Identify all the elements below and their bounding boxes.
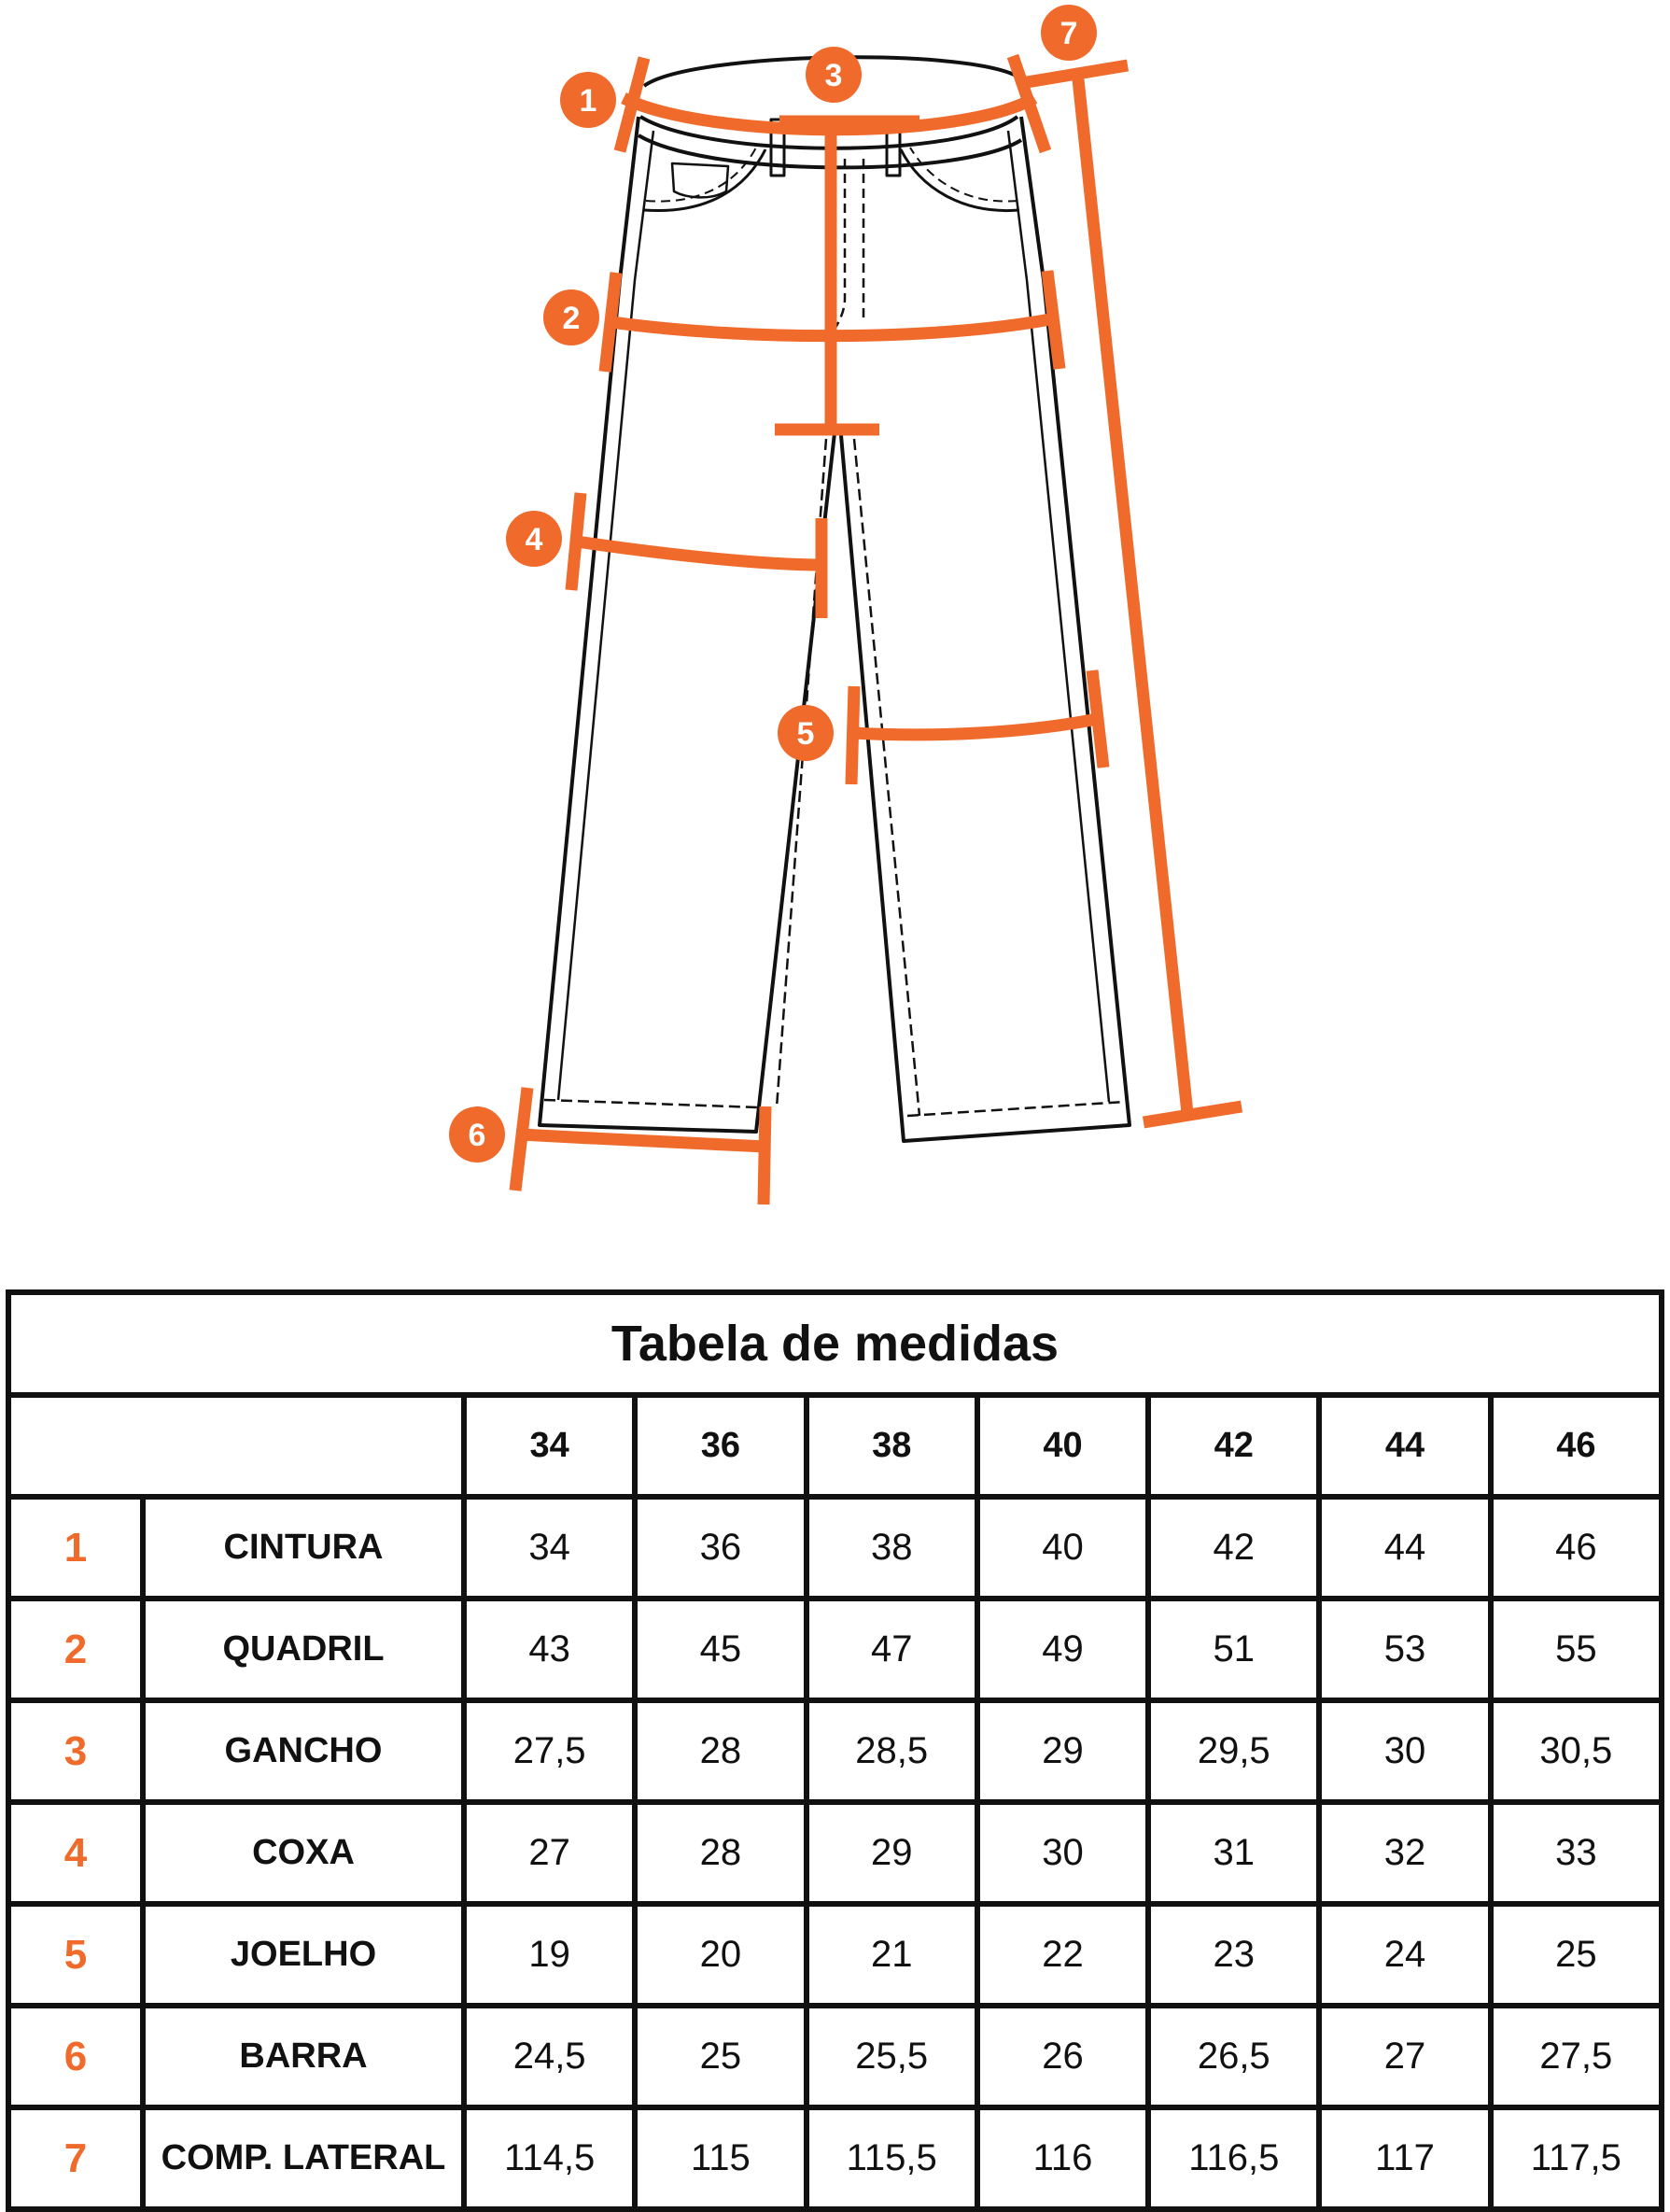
svg-text:7: 7 (1060, 16, 1078, 51)
measurement-cell: 30 (977, 1802, 1148, 1904)
measurement-cell: 116,5 (1148, 2107, 1319, 2209)
comp-lateral-bottom (1144, 1106, 1242, 1122)
measurement-cell: 46 (1491, 1497, 1662, 1599)
measurement-cell: 27,5 (464, 1700, 635, 1802)
barra-tick-left (515, 1088, 527, 1191)
measurement-cell: 47 (807, 1599, 977, 1700)
measurement-cell: 30 (1319, 1700, 1490, 1802)
table-body (8, 1497, 1662, 2209)
row-label: QUADRIL (143, 1599, 464, 1700)
joelho-tick-right (1092, 670, 1103, 768)
measurement-cell: 32 (1319, 1802, 1490, 1904)
size-header-cell: 34 (464, 1395, 635, 1497)
measurement-cell: 44 (1319, 1497, 1490, 1599)
row-label: COXA (143, 1802, 464, 1904)
table-title: Tabela de medidas (8, 1292, 1662, 1395)
measurement-cell: 27 (1319, 2006, 1490, 2107)
size-header-row (8, 1395, 1662, 1497)
measurement-cell: 43 (464, 1599, 635, 1700)
marker-5 (778, 705, 834, 761)
measurement-cell: 33 (1491, 1802, 1662, 1904)
row-number: 1 (8, 1497, 143, 1599)
table-row (8, 1700, 1662, 1802)
row-number: 2 (8, 1599, 143, 1700)
table-row (8, 1599, 1662, 1700)
measurement-cell: 28 (635, 1802, 806, 1904)
coxa-line (577, 542, 821, 565)
measurement-cell: 114,5 (464, 2107, 635, 2209)
measurement-cell: 115 (635, 2107, 806, 2209)
row-label: COMP. LATERAL (143, 2107, 464, 2209)
svg-text:1: 1 (579, 83, 597, 119)
row-label: GANCHO (143, 1700, 464, 1802)
measurement-cell: 30,5 (1491, 1700, 1662, 1802)
left-hem-line (544, 1100, 758, 1107)
size-header-cell: 40 (977, 1395, 1148, 1497)
row-number: 6 (8, 2006, 143, 2107)
row-label: BARRA (143, 2006, 464, 2107)
measurement-cell: 24 (1319, 1904, 1490, 2006)
row-number: 4 (8, 1802, 143, 1904)
measurement-cell: 116 (977, 2107, 1148, 2209)
measurement-cell: 25 (635, 2006, 806, 2107)
table-row (8, 1802, 1662, 1904)
measurement-cell: 42 (1148, 1497, 1319, 1599)
measurement-cell: 29 (977, 1700, 1148, 1802)
row-number: 7 (8, 2107, 143, 2209)
measurement-cell: 24,5 (464, 2006, 635, 2107)
row-label: CINTURA (143, 1497, 464, 1599)
measurement-cell: 25,5 (807, 2006, 977, 2107)
svg-text:3: 3 (824, 58, 843, 93)
marker-2 (543, 289, 599, 345)
measurement-cell: 25 (1491, 1904, 1662, 2006)
left-leg-outline (540, 117, 845, 1132)
measurement-cell: 19 (464, 1904, 635, 2006)
measurement-cell: 36 (635, 1497, 806, 1599)
measurement-cell: 26 (977, 2006, 1148, 2107)
row-label: JOELHO (143, 1904, 464, 2006)
table-row (8, 2006, 1662, 2107)
table-title-row (8, 1292, 1662, 1395)
barra-tick-right (764, 1106, 765, 1205)
measurement-cell: 28 (635, 1700, 806, 1802)
row-number: 3 (8, 1700, 143, 1802)
measurement-cell: 22 (977, 1904, 1148, 2006)
size-header-cell: 44 (1319, 1395, 1490, 1497)
marker-7 (1041, 5, 1097, 61)
joelho-line (854, 719, 1097, 735)
svg-text:6: 6 (468, 1118, 486, 1153)
measurement-cell: 26,5 (1148, 2006, 1319, 2107)
measurement-cell: 51 (1148, 1599, 1319, 1700)
coin-pocket (672, 163, 728, 197)
size-header-cell: 38 (807, 1395, 977, 1497)
comp-lateral-top (1027, 65, 1128, 82)
measurement-cell: 115,5 (807, 2107, 977, 2209)
size-table (6, 1289, 1664, 2212)
measurement-cell: 23 (1148, 1904, 1319, 2006)
measurement-cell: 117 (1319, 2107, 1490, 2209)
row-number: 5 (8, 1904, 143, 2006)
table-row (8, 2107, 1662, 2209)
marker-4 (506, 511, 562, 567)
measurement-cell: 40 (977, 1497, 1148, 1599)
svg-text:5: 5 (796, 716, 815, 752)
left-side-seam (558, 131, 653, 1100)
measurement-cell: 28,5 (807, 1700, 977, 1802)
measurement-cell: 38 (807, 1497, 977, 1599)
svg-text:2: 2 (562, 301, 581, 336)
measurement-cell: 27,5 (1491, 2006, 1662, 2107)
size-header-cell: 42 (1148, 1395, 1319, 1497)
measurement-cell: 117,5 (1491, 2107, 1662, 2209)
marker-1 (560, 72, 616, 128)
size-header-cell: 46 (1491, 1395, 1662, 1497)
right-pocket-stitch (910, 148, 1017, 202)
measurement-cell: 55 (1491, 1599, 1662, 1700)
measurement-cell: 49 (977, 1599, 1148, 1700)
header-blank-cell (8, 1395, 464, 1497)
measurement-cell: 29,5 (1148, 1700, 1319, 1802)
quadril-tick-right (1047, 271, 1060, 369)
right-inseam (854, 439, 919, 1116)
coxa-tick-left (571, 493, 581, 590)
measurement-cell: 34 (464, 1497, 635, 1599)
marker-3 (806, 47, 862, 103)
table-row (8, 1904, 1662, 2006)
measurement-cell: 53 (1319, 1599, 1490, 1700)
joelho-tick-left (851, 686, 854, 784)
measurement-cell: 27 (464, 1802, 635, 1904)
table-row (8, 1497, 1662, 1599)
measurement-cell: 31 (1148, 1802, 1319, 1904)
measurement-cell: 21 (807, 1904, 977, 2006)
right-leg-outline (840, 117, 1130, 1141)
right-hem-line (907, 1102, 1125, 1116)
barra-line (521, 1134, 765, 1147)
measurement-cell: 20 (635, 1904, 806, 2006)
measurement-cell: 45 (635, 1599, 806, 1700)
size-header-cell: 36 (635, 1395, 806, 1497)
measurement-cell: 29 (807, 1802, 977, 1904)
svg-text:4: 4 (525, 522, 543, 557)
marker-6 (449, 1106, 505, 1162)
